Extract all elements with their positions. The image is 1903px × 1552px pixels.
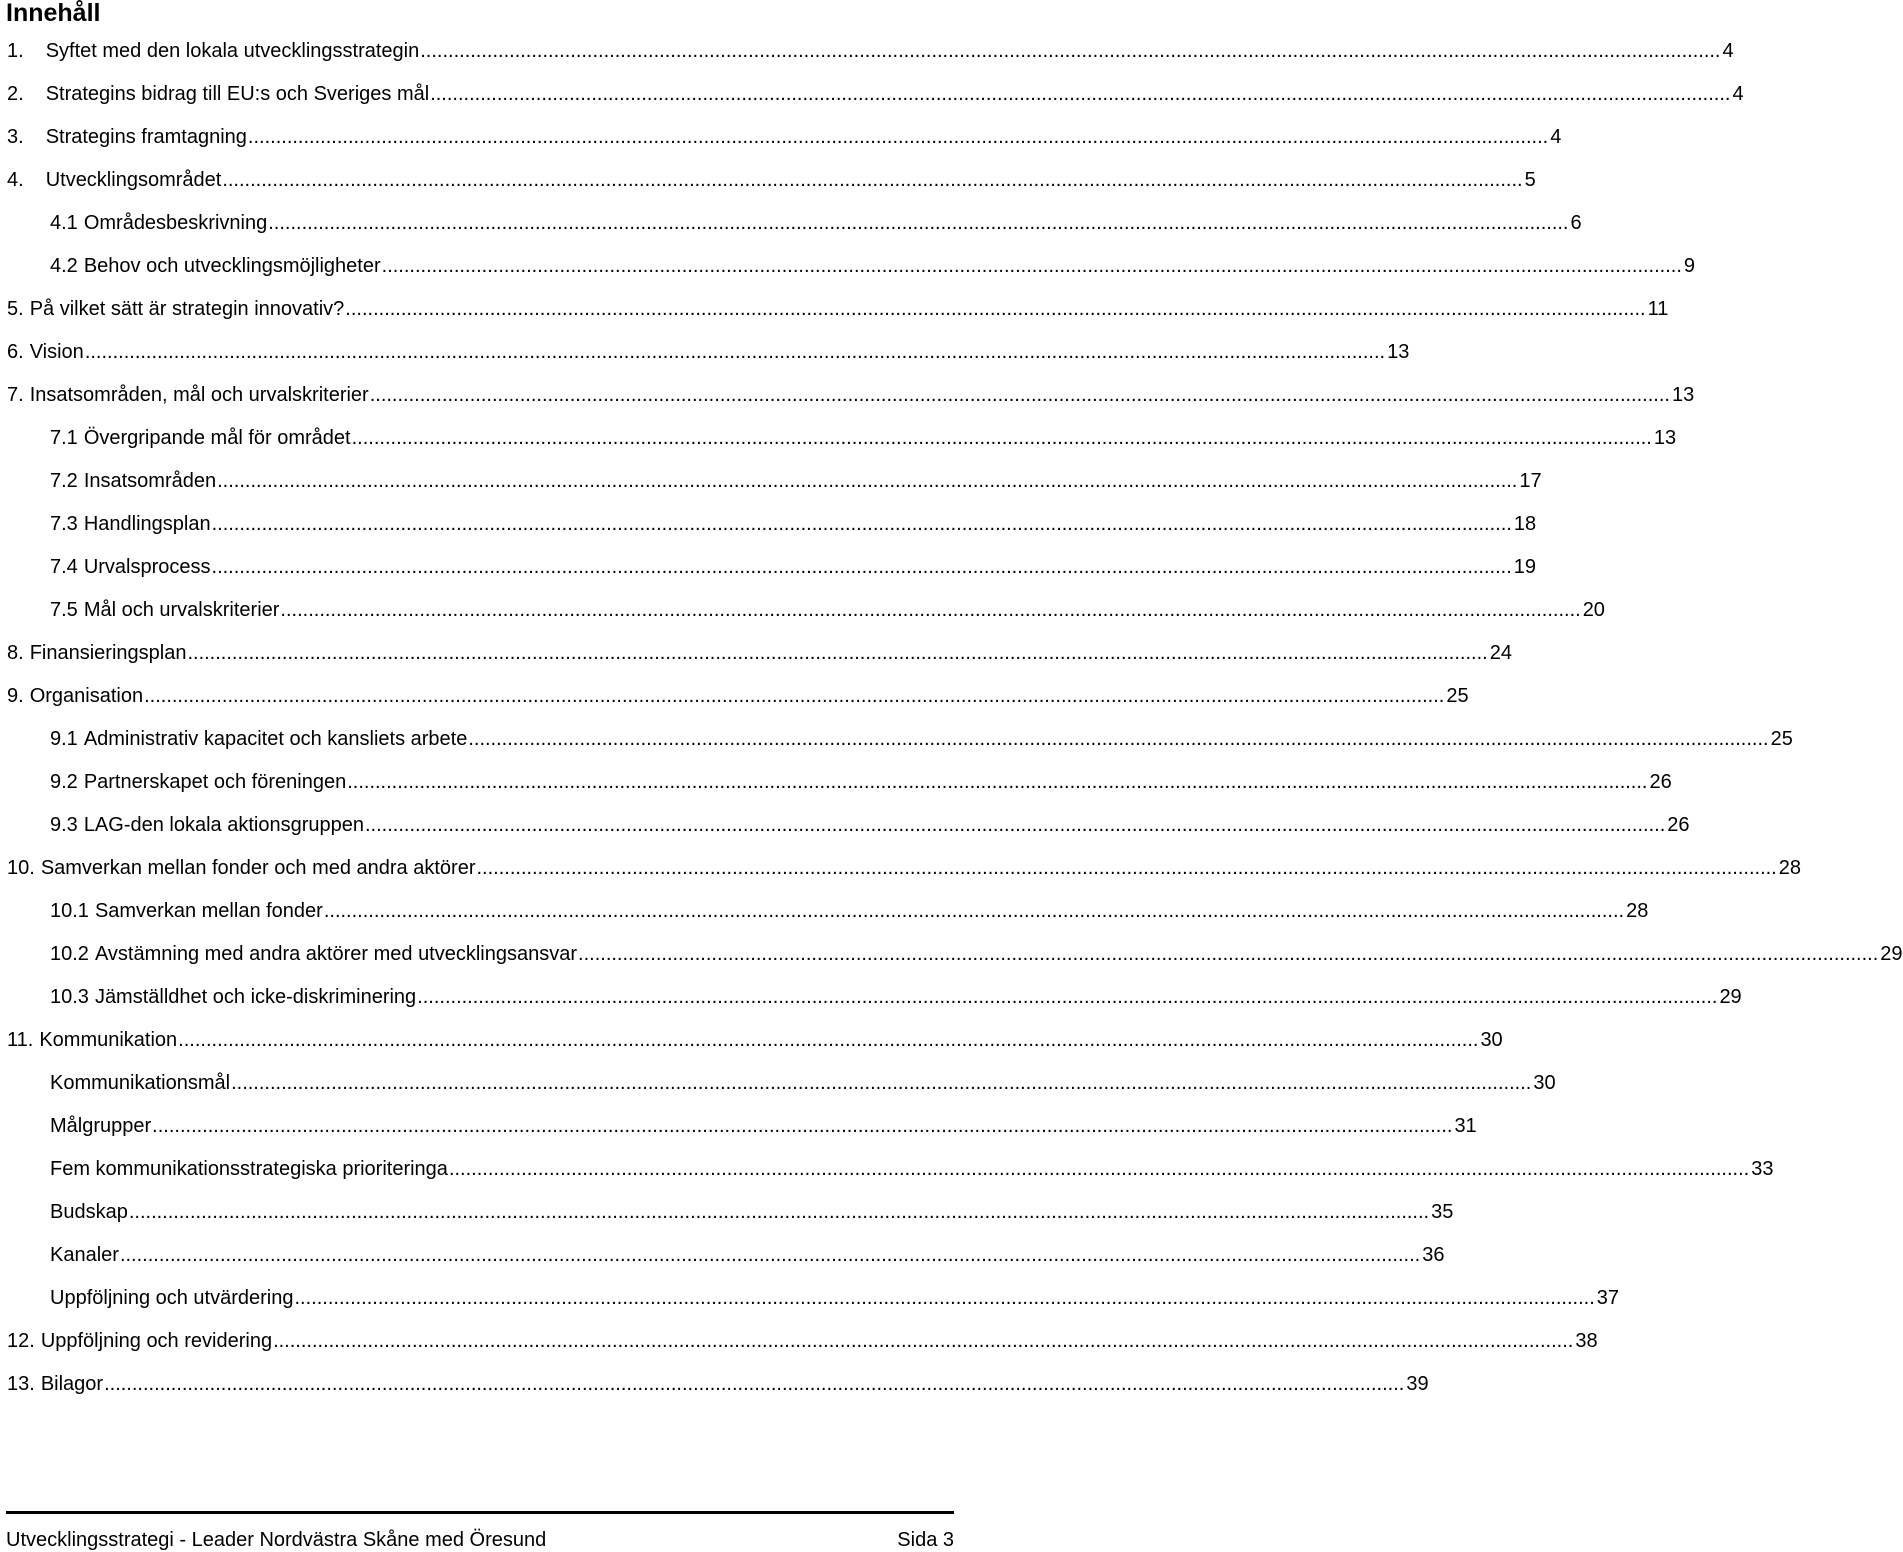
toc-entry-title: Samverkan mellan fonder <box>94 900 323 922</box>
toc-entry-title: Administrativ kapacitet och kansliets arbete <box>83 728 468 750</box>
toc-entry-page: 13 <box>1387 341 1410 363</box>
toc-entry-line <box>50 726 1793 752</box>
toc-entry[interactable] <box>0 500 1537 543</box>
toc-entry-line <box>50 1113 1477 1139</box>
toc-entry-line <box>50 210 1582 236</box>
toc-dot-leader: .......................................................................................................................................................................................................................................... <box>104 1373 1405 1395</box>
toc-entry[interactable] <box>0 672 1469 715</box>
toc-dot-leader: .......................................................................................................................................................................................................................................... <box>351 427 1652 449</box>
toc-entry-number: 4.2 <box>50 255 78 277</box>
toc-entry-page: 29 <box>1880 943 1903 965</box>
toc-entry-page: 19 <box>1513 556 1537 578</box>
toc-entry-page: 33 <box>1751 1158 1774 1180</box>
toc-entry-page: 6 <box>1570 212 1582 234</box>
toc-entry-number: 13. <box>7 1373 35 1395</box>
toc-entry-number: 7.3 <box>50 513 78 535</box>
toc-entry[interactable] <box>0 715 1793 758</box>
toc-dot-leader: .......................................................................................................................................................................................................................................... <box>273 1330 1574 1352</box>
toc-entry-page: 9 <box>1683 255 1696 277</box>
toc-entry-title: Utvecklingsområdet <box>45 169 222 191</box>
toc-entry-title: Strategins bidrag till EU:s och Sveriges mål <box>45 83 430 105</box>
toc-dot-leader: .......................................................................................................................................................................................................................................... <box>119 1244 1421 1266</box>
toc-entry-title: Bilagor <box>40 1373 104 1395</box>
toc-entry-number: 7.4 <box>50 556 78 578</box>
toc-entry-line <box>50 1156 1774 1182</box>
toc-entry-title: Fem kommunikationsstrategiska prioriteringa <box>50 1158 448 1180</box>
toc-dot-leader: .......................................................................................................................................................................................................................................... <box>178 1029 1479 1051</box>
toc-entry-page: 29 <box>1719 986 1742 1008</box>
footer-page-number: Sida 3 <box>897 1529 954 1551</box>
toc-dot-leader: .......................................................................................................................................................................................................................................... <box>420 40 1721 62</box>
toc-entry-number: 12. <box>7 1330 35 1352</box>
toc-entry-page: 35 <box>1431 1201 1454 1223</box>
toc-dot-leader: .......................................................................................................................................................................................................................................... <box>217 470 1518 492</box>
toc-entry-title: Organisation <box>29 685 144 707</box>
toc-entry-line <box>7 683 1469 709</box>
toc-entry[interactable] <box>0 758 1672 801</box>
toc-entry-title: Uppföljning och revidering <box>40 1330 273 1352</box>
toc-dot-leader: .......................................................................................................................................................................................................................................... <box>152 1115 1453 1137</box>
toc-entry[interactable] <box>0 629 1512 672</box>
toc-entry-title: Vision <box>29 341 84 363</box>
toc-entry-number: 4. <box>7 169 24 191</box>
toc-entry-title: Kommunikation <box>39 1029 178 1051</box>
toc-entry-line <box>50 1285 1620 1311</box>
toc-dot-leader: .......................................................................................................................................................................................................................................... <box>345 298 1646 320</box>
toc-entry-page: 25 <box>1446 685 1469 707</box>
toc-entry[interactable] <box>0 887 1649 930</box>
toc-entry-title: Uppföljning och utvärdering <box>50 1287 294 1309</box>
toc-entry-page: 39 <box>1406 1373 1429 1395</box>
toc-entry-number: 5. <box>7 298 24 320</box>
toc-dot-leader: .......................................................................................................................................................................................................................................... <box>365 814 1666 836</box>
toc-entry-line <box>50 812 1690 838</box>
toc-entry-number: 8. <box>7 642 24 664</box>
toc-entry-line <box>50 253 1696 279</box>
toc-entry-number: 10.1 <box>50 900 89 922</box>
toc-entry-title: Syftet med den lokala utvecklingsstrategin <box>45 40 420 62</box>
toc-entry[interactable] <box>0 113 1562 156</box>
toc-entry-line <box>7 38 1734 64</box>
toc-entry-line <box>50 1199 1454 1225</box>
toc-dot-leader: .......................................................................................................................................................................................................................................... <box>369 384 1670 406</box>
toc-entry[interactable] <box>0 242 1696 285</box>
toc-entry[interactable] <box>0 1102 1477 1145</box>
toc-entry[interactable] <box>0 1145 1774 1188</box>
toc-entry-page: 38 <box>1575 1330 1598 1352</box>
toc-entry-page: 37 <box>1596 1287 1620 1309</box>
toc-entry-number: 7. <box>7 384 24 406</box>
toc-entry-title: Handlingsplan <box>83 513 211 535</box>
toc-dot-leader: .......................................................................................................................................................................................................................................... <box>222 169 1523 191</box>
toc-entry[interactable] <box>0 1274 1620 1317</box>
toc-entry-line <box>50 511 1537 537</box>
toc-entry[interactable] <box>0 27 1734 70</box>
toc-entry-number: 7.5 <box>50 599 78 621</box>
toc-entry-page: 13 <box>1671 384 1695 406</box>
toc-entry-title: Mål och urvalskriterier <box>83 599 280 621</box>
toc-entry-title: Samverkan mellan fonder och med andra aktörer <box>40 857 476 879</box>
toc-entry[interactable] <box>0 371 1695 414</box>
toc-dot-leader: .......................................................................................................................................................................................................................................... <box>144 685 1445 707</box>
toc-entry-page: 4 <box>1722 40 1734 62</box>
toc-entry-line <box>50 769 1672 795</box>
toc-entry-line <box>7 81 1744 107</box>
toc-entry-number: 7.2 <box>50 470 78 492</box>
toc-dot-leader: .......................................................................................................................................................................................................................................... <box>448 1158 1750 1180</box>
toc-entry-title: Budskap <box>50 1201 128 1223</box>
toc-dot-leader: .......................................................................................................................................................................................................................................... <box>417 986 1718 1008</box>
toc-entry[interactable] <box>0 1317 1598 1360</box>
toc-entry-title: Finansieringsplan <box>29 642 187 664</box>
toc-entry-title: Insatsområden <box>83 470 217 492</box>
toc-entry-title: Urvalsprocess <box>83 556 211 578</box>
toc-entry-number: 9.1 <box>50 728 78 750</box>
toc-entry-page: 26 <box>1667 814 1690 836</box>
toc-entry-number: 9.2 <box>50 771 78 793</box>
toc-entry-title: Partnerskapet och föreningen <box>83 771 347 793</box>
toc-dot-leader: .......................................................................................................................................................................................................................................... <box>268 212 1569 234</box>
toc-entry-title: Insatsområden, mål och urvalskriterier <box>29 384 369 406</box>
toc-entry-line <box>7 1027 1503 1053</box>
toc-dot-leader: .......................................................................................................................................................................................................................................... <box>347 771 1648 793</box>
toc-dot-leader: .......................................................................................................................................................................................................................................... <box>84 341 1386 363</box>
toc-entry-title: Övergripande mål för området <box>83 427 351 449</box>
toc-entry-line <box>50 1242 1445 1268</box>
toc-entry-title: Avstämning med andra aktörer med utvecklingsansvar <box>94 943 578 965</box>
toc-entry[interactable] <box>0 414 1677 457</box>
toc-entry-page: 18 <box>1513 513 1537 535</box>
toc-entry[interactable] <box>0 1188 1454 1231</box>
toc-dot-leader: .......................................................................................................................................................................................................................................... <box>381 255 1682 277</box>
toc-entry-page: 28 <box>1626 900 1649 922</box>
toc-dot-leader: .......................................................................................................................................................................................................................................... <box>231 1072 1532 1094</box>
footer-divider <box>6 1511 954 1514</box>
toc-entry[interactable] <box>0 1059 1556 1102</box>
toc-entry-line <box>7 339 1410 365</box>
toc-entry[interactable] <box>0 1360 1429 1403</box>
toc-entry-page: 4 <box>1550 126 1562 148</box>
toc-entry-number: 9. <box>7 685 24 707</box>
toc-entry-line <box>7 167 1536 193</box>
toc-entry-page: 36 <box>1422 1244 1445 1266</box>
toc-entry-title: Målgrupper <box>50 1115 152 1137</box>
toc-entry-page: 30 <box>1533 1072 1556 1094</box>
toc-entry-line <box>7 640 1512 666</box>
toc-entry[interactable] <box>0 70 1744 113</box>
toc-entry[interactable] <box>0 156 1536 199</box>
toc-entry-page: 24 <box>1489 642 1512 664</box>
toc-entry-line <box>7 855 1801 881</box>
toc-entry-page: 4 <box>1732 83 1744 105</box>
toc-entry-number: 9.3 <box>50 814 78 836</box>
toc-entry-line <box>7 1371 1429 1397</box>
toc-entry-line <box>50 597 1605 623</box>
toc-dot-leader: .......................................................................................................................................................................................................................................... <box>128 1201 1430 1223</box>
toc-dot-leader: .......................................................................................................................................................................................................................................... <box>476 857 1777 879</box>
toc-entry[interactable] <box>0 328 1410 371</box>
toc-entry[interactable] <box>0 973 1742 1016</box>
toc-entry[interactable] <box>0 586 1605 629</box>
toc-entry-number: 1. <box>7 40 24 62</box>
footer-document-title: Utvecklingsstrategi - Leader Nordvästra Skåne med Öresund <box>6 1529 547 1551</box>
toc-entry-line <box>50 1070 1556 1096</box>
toc-entry-title: På vilket sätt är strategin innovativ? <box>29 298 345 320</box>
toc-entry-page: 13 <box>1653 427 1677 449</box>
toc-entry-line <box>50 898 1649 924</box>
toc-entry-page: 17 <box>1519 470 1542 492</box>
toc-dot-leader: .......................................................................................................................................................................................................................................... <box>323 900 1625 922</box>
toc-entry[interactable] <box>0 199 1582 242</box>
toc-dot-leader: .......................................................................................................................................................................................................................................... <box>430 83 1731 105</box>
toc-entry-number: 10.2 <box>50 943 89 965</box>
toc-entry-title: Kommunikationsmål <box>50 1072 231 1094</box>
toc-entry-title: Kanaler <box>50 1244 119 1266</box>
toc-entry-title: Behov och utvecklingsmöjligheter <box>83 255 381 277</box>
toc-entry-number: 3. <box>7 126 24 148</box>
toc-entry[interactable] <box>0 285 1669 328</box>
toc-entry-line <box>50 468 1542 494</box>
toc-entry[interactable] <box>0 844 1801 887</box>
toc-entry-line <box>7 1328 1598 1354</box>
toc-entry[interactable] <box>0 801 1690 844</box>
toc-entry-page: 5 <box>1524 169 1536 191</box>
toc-entry-number: 10. <box>7 857 35 879</box>
toc-dot-leader: .......................................................................................................................................................................................................................................... <box>211 513 1512 535</box>
toc-entry-page: 26 <box>1649 771 1672 793</box>
toc-entry[interactable] <box>0 1016 1503 1059</box>
toc-entry-line <box>50 425 1677 451</box>
toc-dot-leader: .......................................................................................................................................................................................................................................... <box>578 943 1879 965</box>
toc-dot-leader: .......................................................................................................................................................................................................................................... <box>280 599 1581 621</box>
toc-entry-number: 2. <box>7 83 24 105</box>
toc-entry-title: Jämställdhet och icke-diskriminering <box>94 986 417 1008</box>
toc-entry-line <box>7 296 1669 322</box>
toc-entry[interactable] <box>0 543 1537 586</box>
toc-entry-line <box>50 984 1742 1010</box>
toc-entry-title: Strategins framtagning <box>45 126 247 148</box>
toc-entry-page: 28 <box>1778 857 1801 879</box>
toc-entry-page: 11 <box>1647 298 1669 320</box>
toc-entry-line <box>7 124 1562 150</box>
toc-entry-number: 6. <box>7 341 24 363</box>
toc-entry-page: 25 <box>1770 728 1793 750</box>
toc-entry-line <box>7 382 1695 408</box>
toc-heading: Innehåll <box>6 0 101 27</box>
toc-entry[interactable] <box>0 1231 1445 1274</box>
toc-dot-leader: .......................................................................................................................................................................................................................................... <box>294 1287 1595 1309</box>
toc-entry-line <box>50 941 1903 967</box>
toc-dot-leader: .......................................................................................................................................................................................................................................... <box>468 728 1769 750</box>
toc-entry-number: 7.1 <box>50 427 78 449</box>
toc-entry-number: 10.3 <box>50 986 89 1008</box>
toc-entry-title: LAG-den lokala aktionsgruppen <box>83 814 364 836</box>
toc-entry-page: 30 <box>1480 1029 1503 1051</box>
toc-dot-leader: .......................................................................................................................................................................................................................................... <box>247 126 1549 148</box>
toc-dot-leader: .......................................................................................................................................................................................................................................... <box>187 642 1488 664</box>
toc-entry[interactable] <box>0 930 1903 973</box>
toc-entry-line <box>50 554 1537 580</box>
toc-entry-number: 11. <box>7 1029 34 1051</box>
toc-entry-number: 4.1 <box>50 212 78 234</box>
toc-dot-leader: .......................................................................................................................................................................................................................................... <box>211 556 1512 578</box>
toc-entry[interactable] <box>0 457 1542 500</box>
toc-entry-page: 20 <box>1582 599 1605 621</box>
toc-entry-title: Områdesbeskrivning <box>83 212 268 234</box>
toc-list <box>0 27 1903 1403</box>
toc-entry-page: 31 <box>1454 1115 1477 1137</box>
